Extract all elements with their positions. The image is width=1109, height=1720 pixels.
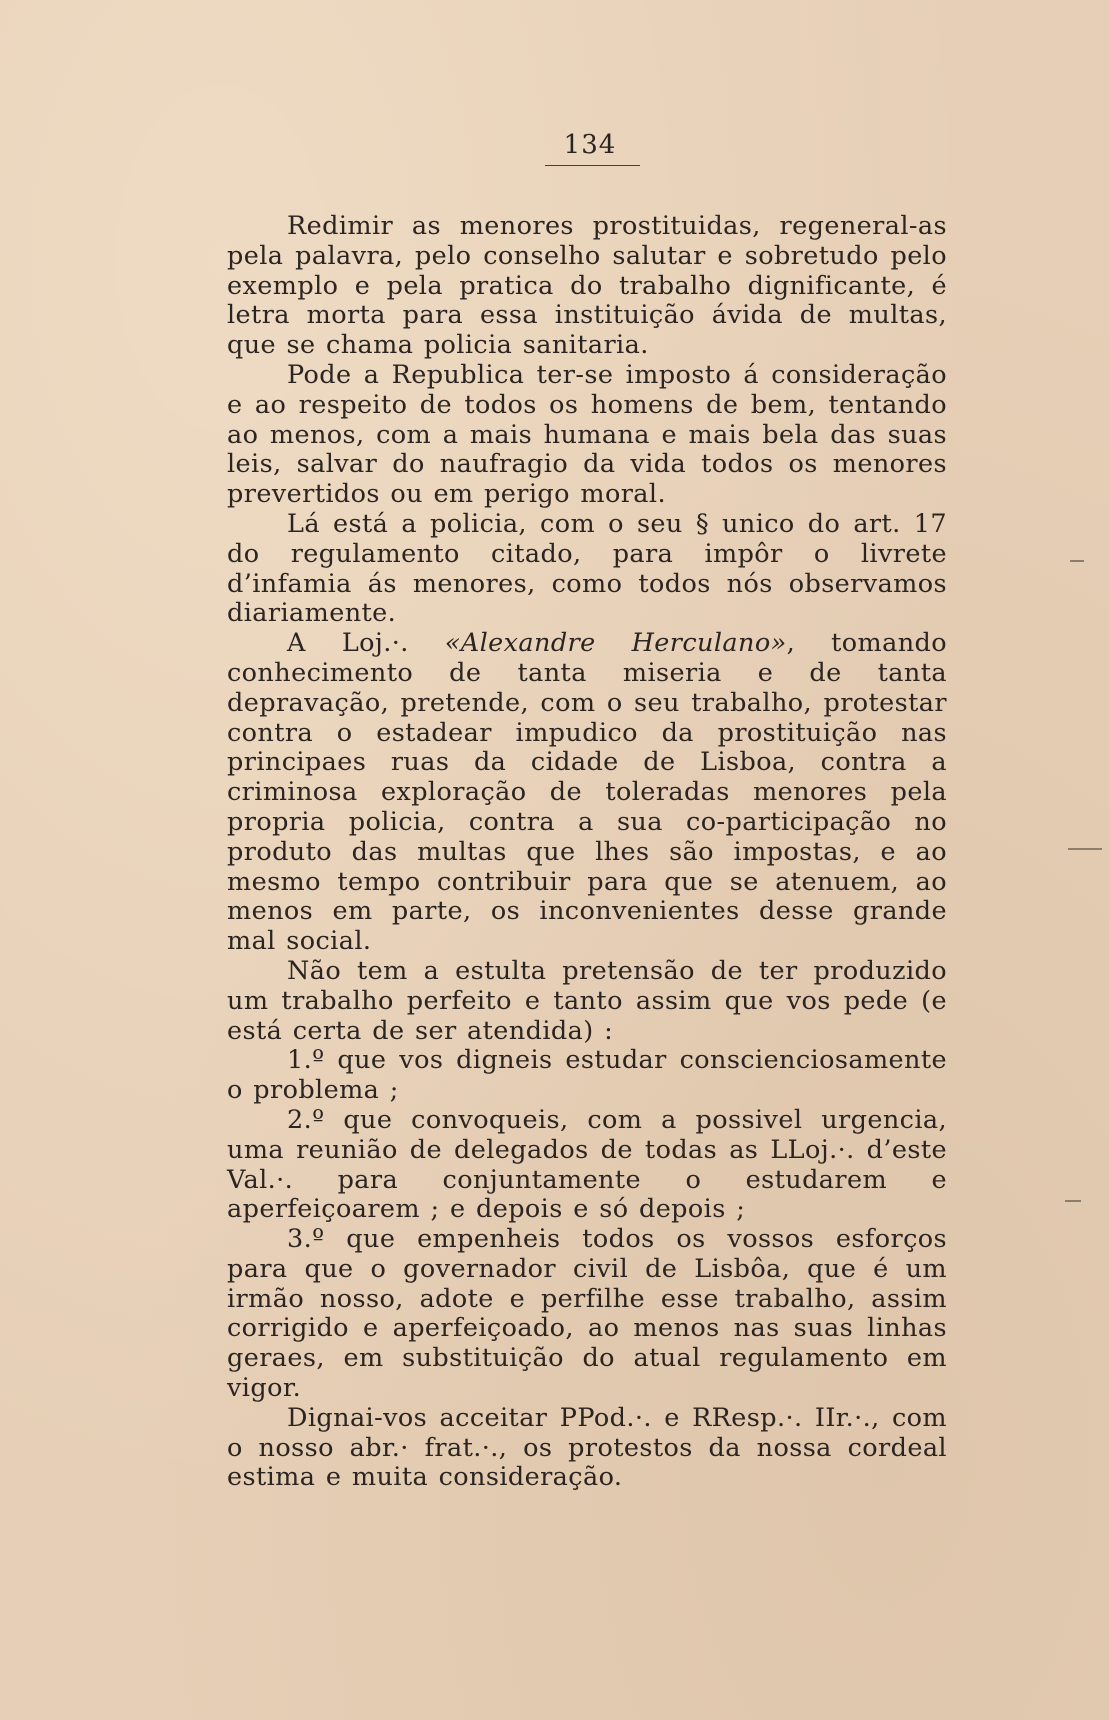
page-number: 134	[563, 130, 617, 160]
body-text	[227, 212, 947, 1493]
paragraph-3: Lá está a policia, com o seu § unico do art. 17 do regulamento citado, para impôr o livrete d’infamia ás menores, como todos nós observamos diariamente.	[227, 508, 947, 629]
header-rule	[545, 165, 640, 166]
list-item-1: 1.º que vos digneis estudar conscienciosamente o problema ;	[227, 1045, 947, 1106]
margin-mark	[1070, 560, 1084, 562]
list-item-2: 2.º que convoqueis, com a possivel urgencia, uma reunião de delegados de todas as LLoj.·. d’este Val.·. para conjuntamente o estudarem e aperfeiçoarem ; e depois e só depois ;	[227, 1104, 947, 1225]
paragraph-2: Pode a Republica ter-se imposto á consideração e ao respeito de todos os homens de bem, tentando ao menos, com a mais humana e mais bela das suas leis, salvar do naufragio da vida todos os menores prevertidos ou em perigo moral.	[227, 359, 947, 510]
margin-mark	[1068, 848, 1102, 850]
paragraph-5: Não tem a estulta pretensão de ter produzido um trabalho perfeito e tanto assim que vos pede (e está certa de ser atendida) :	[227, 955, 947, 1046]
lodge-name: «Alexandre Herculano»	[444, 628, 787, 659]
closing-paragraph: Dignai-vos acceitar PPod.·. e RResp.·. IIr.·., com o nosso abr.· frat.·., os protestos da nossa cordeal estima e muita consideração.	[227, 1402, 947, 1493]
list-item-3: 3.º que empenheis todos os vossos esforços para que o governador civil de Lisbôa, que é um irmão nosso, adote e perfilhe esse trabalho, assim corrigido e aperfeiçoado, ao menos nas suas linhas geraes, em substituição do atual regulamento em vigor.	[227, 1224, 947, 1404]
paragraph-4-rest: , tomando conhecimento de tanta miseria e de tanta depravação, pretende, com o seu trabalho, protestar contra o estadear impudico da prostituição nas principaes ruas da cidade de Lisboa, contra a criminosa exploração de toleradas menores pela propria policia, contra a sua co-participação no produto das multas que lhes são impostas, e ao mesmo tempo contribuir para que se atenuem, ao menos em parte, os inconvenientes desse grande mal social.	[227, 628, 947, 957]
margin-mark	[1065, 1200, 1081, 1202]
paragraph-1: Redimir as menores prostituidas, regeneral-as pela palavra, pelo conselho salutar e sobretudo pelo exemplo e pela pratica do trabalho dignificante, é letra morta para essa instituição ávida de multas, que se chama policia sanitaria.	[227, 211, 947, 361]
paragraph-4-lead: A Loj.·.	[287, 628, 445, 659]
paragraph-4	[227, 629, 947, 957]
